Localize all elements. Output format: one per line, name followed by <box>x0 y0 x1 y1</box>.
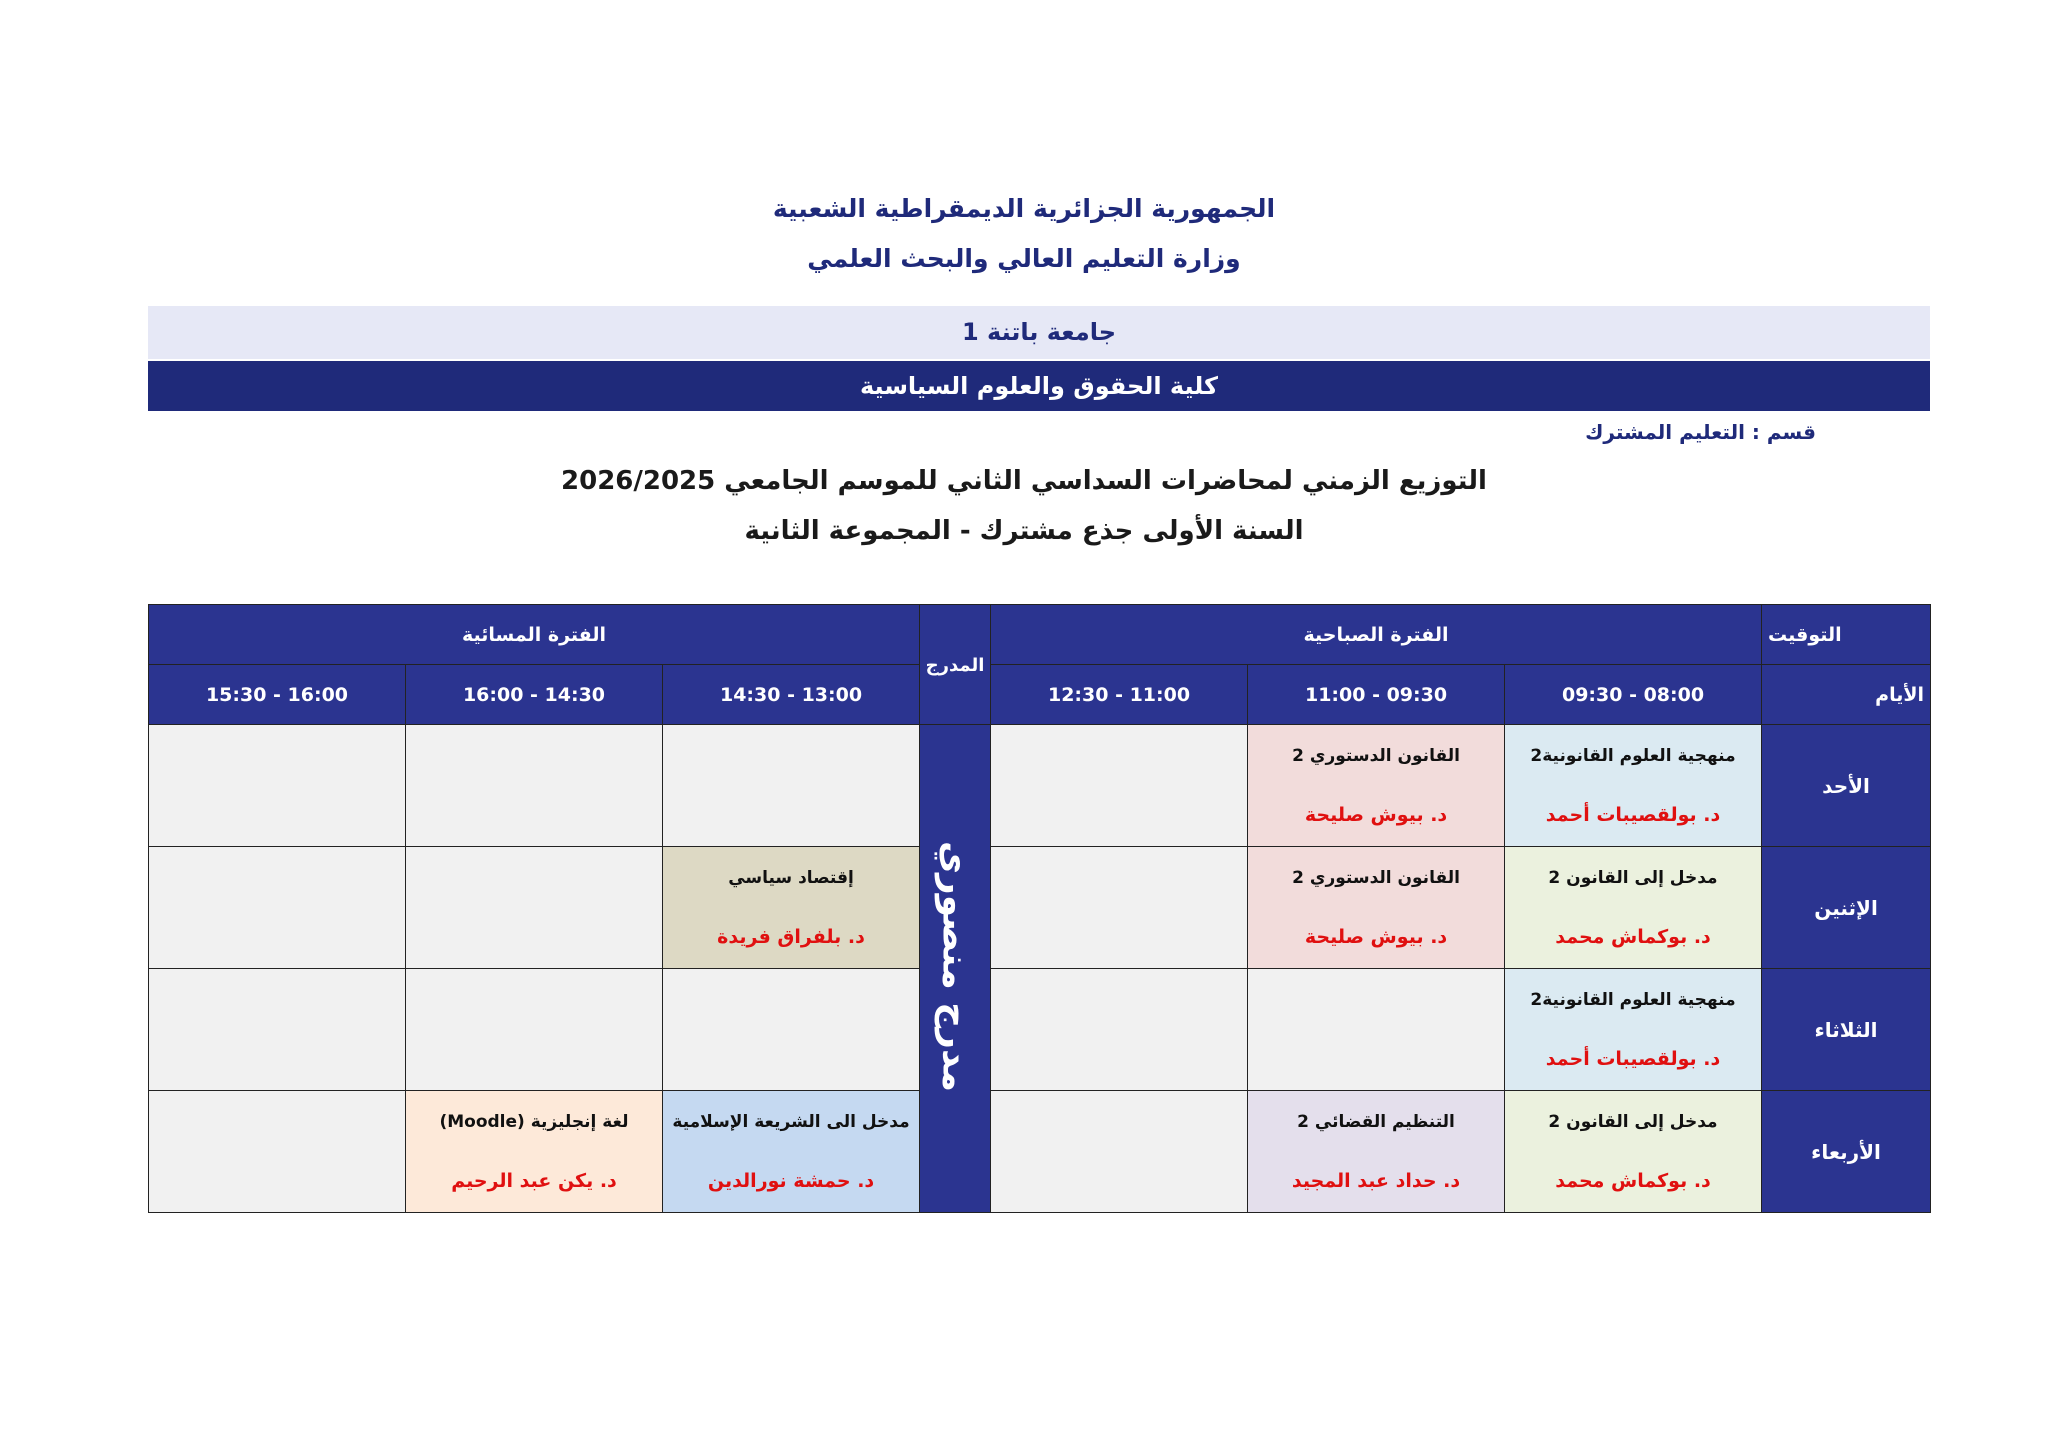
lecture-cell <box>1248 847 1505 969</box>
lecture-cell <box>1505 969 1762 1091</box>
country-title: الجمهورية الجزائرية الديمقراطية الشعبية <box>772 194 1276 223</box>
subject-name: منهجية العلوم القانونية2 <box>1530 989 1736 1010</box>
empty-cell <box>991 969 1248 1091</box>
empty-cell <box>149 969 406 1091</box>
slot-header: 09:30 - 08:00 <box>1505 665 1762 725</box>
professor-name: د. بوكماش محمد <box>1555 925 1711 948</box>
schedule-subtitle: السنة الأولى جذع مشترك - المجموعة الثانية <box>744 516 1304 546</box>
day-row <box>149 725 1931 847</box>
lecture-cell <box>1505 725 1762 847</box>
lecture-cell <box>1248 1091 1505 1213</box>
empty-cell <box>406 969 663 1091</box>
subject-name: إقتصاد سياسي <box>728 867 854 888</box>
slot-header: 11:00 - 09:30 <box>1248 665 1505 725</box>
lecture-cell <box>406 1091 663 1213</box>
timing-header: التوقيت <box>1762 605 1931 665</box>
empty-cell <box>991 1091 1248 1213</box>
days-header: الأيام <box>1762 665 1931 725</box>
empty-cell <box>991 725 1248 847</box>
professor-name: د. بولقصيبات أحمد <box>1545 1047 1721 1070</box>
subject-name: مدخل الى الشريعة الإسلامية <box>672 1111 910 1132</box>
empty-cell <box>149 1091 406 1213</box>
subject-name: لغة إنجليزية (Moodle) <box>439 1111 629 1132</box>
professor-name: د. بلفراق فريدة <box>717 925 865 948</box>
empty-cell <box>406 847 663 969</box>
university-band: جامعة باتنة 1 <box>148 306 1930 359</box>
subject-name: القانون الدستوري 2 <box>1292 745 1460 766</box>
subject-name: منهجية العلوم القانونية2 <box>1530 745 1736 766</box>
slot-header: 12:30 - 11:00 <box>991 665 1248 725</box>
schedule-title: التوزيع الزمني لمحاضرات السداسي الثاني للموسم الجامعي 2026/2025 <box>561 466 1487 496</box>
day-name: الثلاثاء <box>1762 969 1931 1091</box>
professor-name: د. بيوش صليحة <box>1304 925 1448 948</box>
subject-name: مدخل إلى القانون 2 <box>1548 1111 1718 1132</box>
empty-cell <box>663 725 920 847</box>
day-row <box>149 969 1931 1091</box>
subject-name: التنظيم القضائي 2 <box>1297 1111 1455 1132</box>
empty-cell <box>1248 969 1505 1091</box>
faculty-band: كلية الحقوق والعلوم السياسية <box>148 361 1930 411</box>
lecture-cell <box>1505 1091 1762 1213</box>
amphi-cell <box>920 725 991 1213</box>
lecture-cell <box>663 847 920 969</box>
slot-header: 15:30 - 16:00 <box>149 665 406 725</box>
day-name: الأربعاء <box>1762 1091 1931 1213</box>
subject-name: القانون الدستوري 2 <box>1292 867 1460 888</box>
empty-cell <box>406 725 663 847</box>
slot-header: 16:00 - 14:30 <box>406 665 663 725</box>
day-name: الأحد <box>1762 725 1931 847</box>
day-row <box>149 847 1931 969</box>
professor-name: د. بيوش صليحة <box>1304 803 1448 826</box>
ministry-title: وزارة التعليم العالي والبحث العلمي <box>807 244 1241 273</box>
professor-name: د. حداد عبد المجيد <box>1291 1169 1461 1192</box>
morning-period-header: الفترة الصباحية <box>991 605 1762 665</box>
lecture-cell <box>663 1091 920 1213</box>
evening-period-header: الفترة المسائية <box>149 605 920 665</box>
professor-name: د. بولقصيبات أحمد <box>1545 803 1721 826</box>
professor-name: د. حمشة نورالدين <box>707 1169 875 1192</box>
subject-name: مدخل إلى القانون 2 <box>1548 867 1718 888</box>
day-row <box>149 1091 1931 1213</box>
lecture-cell <box>1505 847 1762 969</box>
day-name: الإثنين <box>1762 847 1931 969</box>
department-label: قسم : التعليم المشترك <box>1585 420 1816 444</box>
professor-name: د. يكن عبد الرحيم <box>451 1169 617 1192</box>
amphi-name: مدرج منصوري <box>934 840 976 1093</box>
empty-cell <box>663 969 920 1091</box>
empty-cell <box>149 847 406 969</box>
slot-header: 14:30 - 13:00 <box>663 665 920 725</box>
empty-cell <box>991 847 1248 969</box>
lecture-cell <box>1248 725 1505 847</box>
empty-cell <box>149 725 406 847</box>
amphi-header: المدرج <box>920 605 991 725</box>
professor-name: د. بوكماش محمد <box>1555 1169 1711 1192</box>
schedule-table <box>148 604 1931 1213</box>
